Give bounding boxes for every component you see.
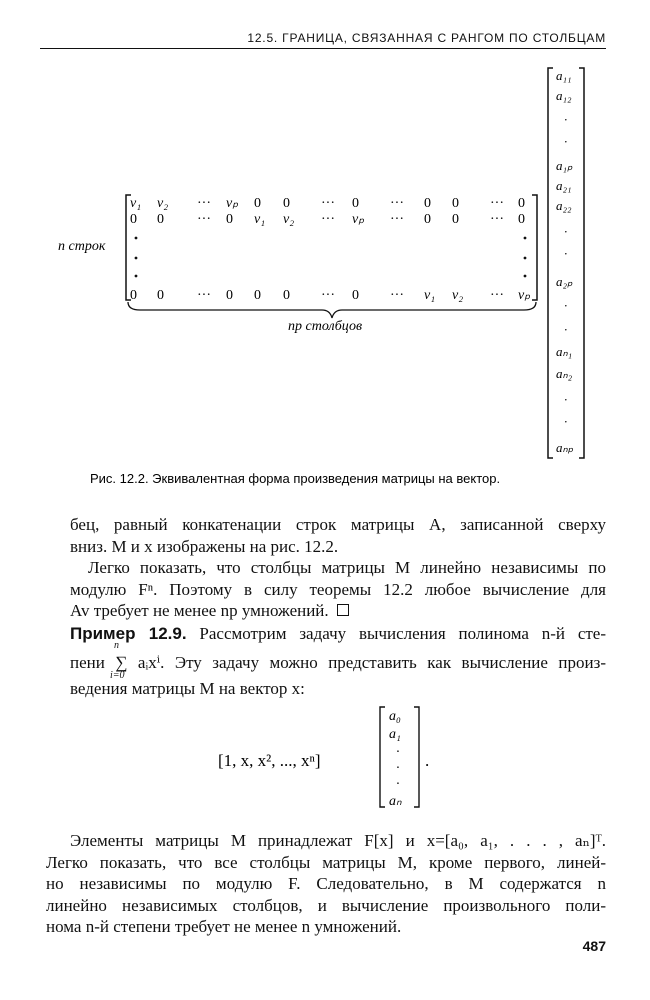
p3-line-1: Элементы матрицы M принадлежат F[x] и x=[a₀, a₁, . . . , aₙ]ᵀ. <box>70 831 606 850</box>
matrix-cell: 0 <box>254 196 261 211</box>
ex-line-1-rest: Рассмотрим задачу вычисления полинома n-й сте- <box>199 624 606 643</box>
ex-line-1 <box>70 623 606 645</box>
vector-entry: aₙ₂ <box>556 366 573 381</box>
vector-entry: a₂₁ <box>556 178 572 193</box>
p3-line-2: Легко показать, что все столбцы матрицы M, кроме первого, линей- <box>46 852 606 872</box>
page-number: 487 <box>582 938 606 954</box>
matrix-cell: 0 <box>226 288 233 303</box>
matrix-cell: 0 <box>352 196 359 211</box>
qed-icon <box>337 604 349 616</box>
matrix-cell: 0 <box>452 196 459 211</box>
matrix-cell: 0 <box>157 212 164 227</box>
matrix-cell: 0 <box>130 288 137 303</box>
col-vector-entry: · <box>396 761 400 776</box>
matrix-cell: 0 <box>352 288 359 303</box>
example-title: Пример 12.9. <box>70 624 187 643</box>
matrix-cell: 0 <box>283 288 290 303</box>
matrix-cell: 0 <box>283 196 290 211</box>
p2-line-3-wrap <box>70 600 606 622</box>
matrix-cell: 0 <box>518 212 525 227</box>
vector-entry: a₂ₚ <box>556 274 573 289</box>
col-vector-left-bracket <box>380 707 385 807</box>
matrix-cell: ··· <box>490 288 504 303</box>
matrix-cell: v₁ <box>424 288 436 303</box>
paragraph-1 <box>70 514 606 557</box>
p2-line-1: Легко показать, что столбцы матрицы M линейно независимы по <box>88 558 606 577</box>
matrix-vertical-dots <box>135 237 527 278</box>
paragraph-2 <box>70 557 606 622</box>
col-vector-entry: a₁ <box>389 727 401 742</box>
vector-entry: a₁₂ <box>556 88 572 103</box>
matrix-cell: ··· <box>321 288 335 303</box>
matrix-cell: 0 <box>424 212 431 227</box>
p2-line-3: Av требует не менее np умножений. <box>70 601 329 620</box>
vector-entry: · <box>564 322 568 337</box>
matrix-cell: ··· <box>490 196 504 211</box>
row-label: n строк <box>58 239 106 254</box>
sum-lower-limit: i=0 <box>110 670 125 681</box>
p1-line-1: бец, равный конкатенации строк матрицы A, записанной сверху <box>70 515 606 534</box>
vector-entry: · <box>564 134 568 149</box>
matrix-cell: v₂ <box>452 288 464 303</box>
matrix-cell: 0 <box>424 196 431 211</box>
vector-right-bracket <box>579 68 584 458</box>
vector-entry: · <box>564 246 568 261</box>
column-label: np столбцов <box>288 319 363 334</box>
matrix-cell: 0 <box>518 196 525 211</box>
vector-entry: aₙₚ <box>556 440 574 455</box>
vector-left-bracket <box>548 68 553 458</box>
col-vector-entry: · <box>396 745 400 760</box>
ex-line-3: ведения матрицы M на вектор x: <box>70 679 305 698</box>
matrix-cell: 0 <box>130 212 137 227</box>
p3-line-3: но независимы по модулю F. Следовательно, в M содержатся n <box>46 874 606 893</box>
p1-line-2: вниз. M и x изображены на рис. 12.2. <box>70 536 339 556</box>
p3-line-5: нома n-й степени требует не менее n умножений. <box>46 917 402 936</box>
example-12-9 <box>70 623 606 700</box>
matrix-cell: vₚ <box>518 288 531 303</box>
row-vector: [1, x, x², ..., xⁿ] <box>218 751 321 770</box>
vector-entry: · <box>564 112 568 127</box>
matrix-cell: ··· <box>390 196 404 211</box>
matrix-cell: ··· <box>390 288 404 303</box>
vector-entry: a₁ₚ <box>556 158 573 173</box>
p2-line-2: модулю Fⁿ. Поэтому в силу теоремы 12.2 любое вычисление для <box>70 579 606 599</box>
matrix-right-bracket <box>532 195 537 300</box>
matrix-cell: ··· <box>390 212 404 227</box>
matrix-cell: v₂ <box>157 196 169 211</box>
matrix-cell: ··· <box>197 196 211 211</box>
vector-entries <box>556 68 574 455</box>
matrix-cell: ··· <box>197 288 211 303</box>
p3-line-4: линейно независимых столбцов, и вычисление произвольного поли- <box>46 895 606 915</box>
matrix-cell: 0 <box>226 212 233 227</box>
running-head-title: 12.5. ГРАНИЦА, СВЯЗАННАЯ С РАНГОМ ПО СТОЛБЦАМ <box>247 31 606 45</box>
vector-entry: a₁₁ <box>556 68 572 83</box>
matrix-cell: 0 <box>452 212 459 227</box>
col-vector-entry: · <box>396 777 400 792</box>
matrix-cell: vₚ <box>352 212 365 227</box>
ex-line-2: пени ∑ aᵢxⁱ. Эту задачу можно представить как вычисление произ- <box>70 652 606 672</box>
matrix-cell: 0 <box>254 288 261 303</box>
vector-entry: · <box>564 414 568 429</box>
vector-entry: · <box>564 224 568 239</box>
paragraph-3 <box>46 830 606 938</box>
column-brace <box>128 302 536 318</box>
display-period: . <box>425 751 430 770</box>
matrix-cell: v₂ <box>283 212 295 227</box>
col-vector-entry: a₀ <box>389 709 401 724</box>
vector-entry: · <box>564 392 568 407</box>
vector-entry: · <box>564 298 568 313</box>
matrix-cell: vₚ <box>226 196 239 211</box>
matrix-cells <box>130 196 530 303</box>
matrix-cell: v₁ <box>254 212 266 227</box>
col-vector-right-bracket <box>414 707 419 807</box>
sum-upper-limit: n <box>114 640 119 651</box>
figure-caption: Рис. 12.2. Эквивалентная форма произведения матрицы на вектор. <box>90 471 501 486</box>
matrix-cell: 0 <box>157 288 164 303</box>
col-vector-entries <box>389 709 402 809</box>
matrix-cell: ··· <box>321 196 335 211</box>
vector-entry: aₙ₁ <box>556 344 573 359</box>
vector-entry: a₂₂ <box>556 198 572 213</box>
col-vector-entry: aₙ <box>389 794 402 809</box>
matrix-cell: ··· <box>490 212 504 227</box>
matrix-cell: ··· <box>321 212 335 227</box>
matrix-cell: v₁ <box>130 196 142 211</box>
matrix-cell: ··· <box>197 212 211 227</box>
